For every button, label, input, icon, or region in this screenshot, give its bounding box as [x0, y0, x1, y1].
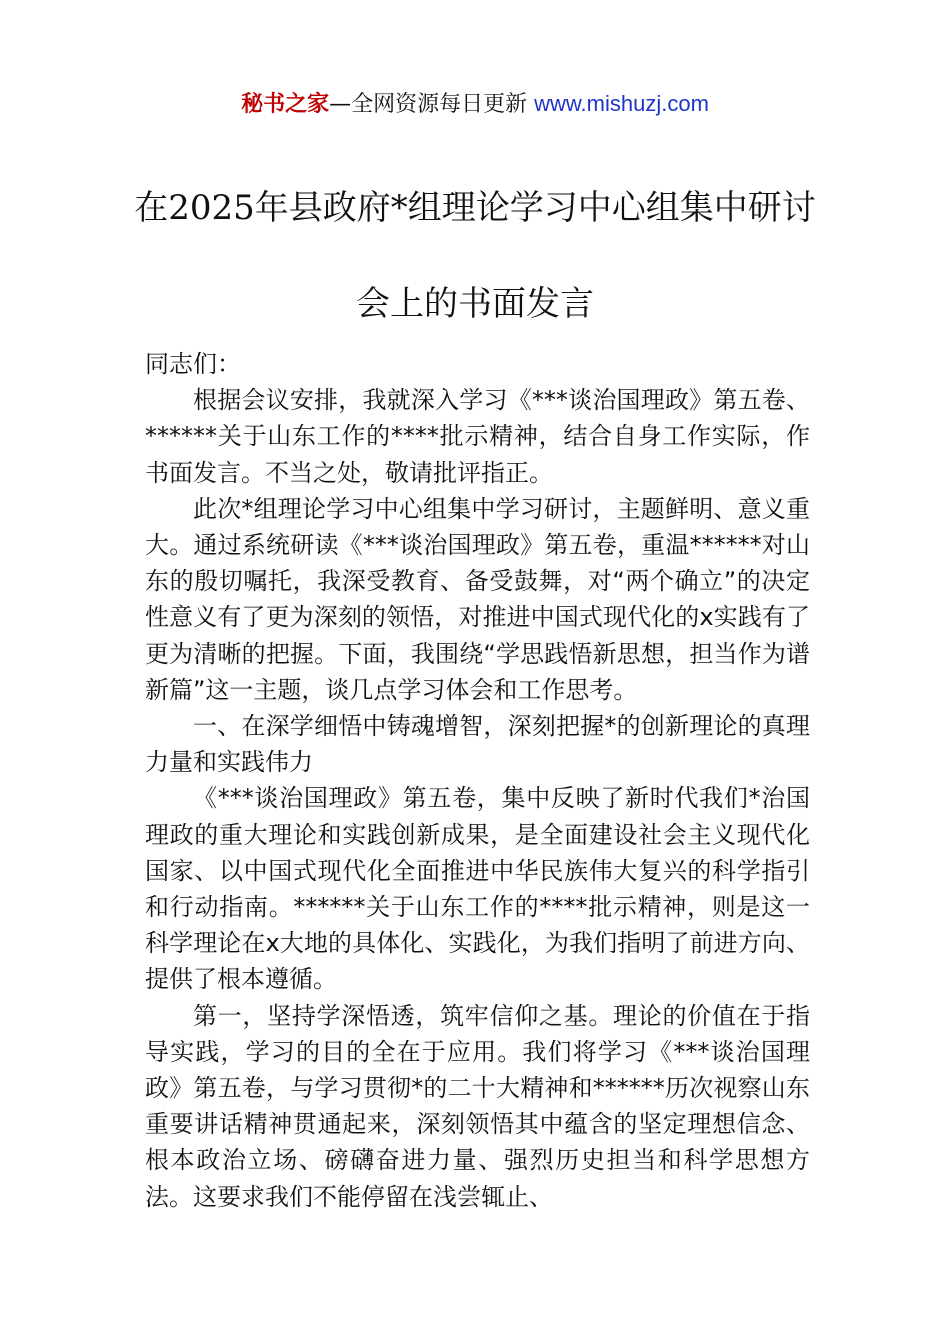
site-header — [0, 88, 950, 121]
site-tagline: —全网资源每日更新 — [329, 92, 528, 117]
document-body — [145, 346, 810, 1215]
salutation: 同志们： — [145, 350, 241, 378]
document-title: 在2025年县政府*组理论学习中心组集中研讨会上的书面发言 — [134, 188, 816, 324]
paragraph-overview: 此次*组理论学习中心组集中学习研讨，主题鲜明、意义重大。通过系统研读《***谈治国理政》第五卷，重温******对山东的殷切嘱托，我深受教育、备受鼓舞，对“两个确立”的决定性意义有了更为深刻的领悟，对推进中国式现代化的x实践有了更为清晰的把握。下面，我围绕“学思践悟新思想，担当作为谱新篇”这一主题，谈几点学习体会和工作思考。 — [145, 494, 810, 704]
paragraph-intro: 根据会议安排，我就深入学习《***谈治国理政》第五卷、******关于山东工作的****批示精神，结合自身工作实际，作书面发言。不当之处，敬请批评指正。 — [145, 386, 810, 487]
site-url-link[interactable]: www.mishuzj.com — [534, 91, 709, 116]
site-brand: 秘书之家 — [241, 92, 330, 117]
paragraph-point-1: 第一，坚持学深悟透，筑牢信仰之基。理论的价值在于指导实践，学习的目的全在于应用。我们将学习《***谈治国理政》第五卷，与学习贯彻*的二十大精神和******历次视察山东重要讲话精神贯通起来，深刻领悟其中蕴含的坚定理想信念、根本政治立场、磅礴奋进力量、强烈历史担当和科学思想方法。这要求我们不能停留在浅尝辄止、 — [145, 1001, 810, 1211]
section-heading-1: 一、在深学细悟中铸魂增智，深刻把握*的创新理论的真理力量和实践伟力 — [145, 712, 810, 777]
paragraph-section-1: 《***谈治国理政》第五卷，集中反映了新时代我们*治国理政的重大理论和实践创新成果，是全面建设社会主义现代化国家、以中国式现代化全面推进中华民族伟大复兴的科学指引和行动指南。******关于山东工作的****批示精神，则是这一科学理论在x大地的具体化、实践化，为我们指明了前进方向、提供了根本遵循。 — [145, 784, 810, 994]
